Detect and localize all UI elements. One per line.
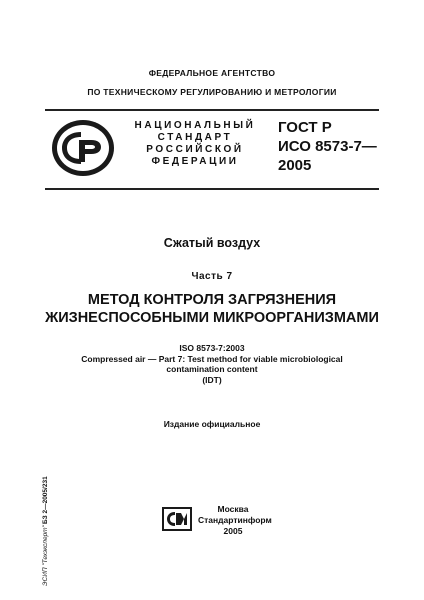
national-standard-label — [131, 120, 259, 168]
edition-label: Издание официальное — [163, 419, 261, 429]
heading-line: ЖИЗНЕСПОСОБНЫМИ МИКРООРГАНИЗМАМИ — [45, 310, 379, 326]
standard-line: СТАНДАРТ — [157, 132, 233, 143]
agency-name-line1: ФЕДЕРАЛЬНОЕ АГЕНТСТВО — [148, 68, 276, 78]
designation-line: 2005 — [278, 157, 312, 174]
publisher-line: Москва — [217, 504, 249, 514]
heading-line: МЕТОД КОНТРОЛЯ ЗАГРЯЗНЕНИЯ — [87, 292, 337, 308]
source-note: ЭСИП "Техэксперт" — [42, 525, 49, 586]
bottom-divider — [45, 188, 379, 190]
standard-designation — [278, 118, 377, 175]
standard-line: РОССИЙСКОЙ — [146, 144, 244, 155]
iso-line: (IDT) — [202, 374, 222, 385]
iso-line: ISO 8573-7:2003 — [179, 343, 245, 353]
standartinform-logo-icon — [162, 507, 192, 531]
iso-reference — [0, 343, 424, 385]
publisher-line: 2005 — [223, 526, 243, 536]
agency-name-line2: ПО ТЕХНИЧЕСКОМУ РЕГУЛИРОВАНИЮ И МЕТРОЛОГИИ — [87, 87, 337, 97]
standard-line: НАЦИОНАЛЬНЫЙ — [134, 120, 256, 131]
part-number: Часть 7 — [191, 271, 233, 282]
catalog-code: БЗ 2—2005/231 — [42, 476, 49, 524]
standard-line: ФЕДЕРАЦИИ — [151, 156, 239, 167]
designation-line: ГОСТ Р — [278, 119, 332, 136]
document-title: Сжатый воздух — [163, 236, 261, 250]
publisher-line: Стандартинформ — [198, 515, 272, 525]
iso-line: contamination content — [166, 364, 258, 374]
publisher-info — [198, 504, 272, 537]
document-heading — [0, 291, 424, 327]
top-divider — [45, 109, 379, 111]
iso-line: Compressed air — Part 7: Test method for viable microbiological — [81, 353, 343, 364]
designation-line: ИСО 8573-7— — [278, 138, 377, 155]
rst-certification-mark-icon — [50, 118, 116, 178]
